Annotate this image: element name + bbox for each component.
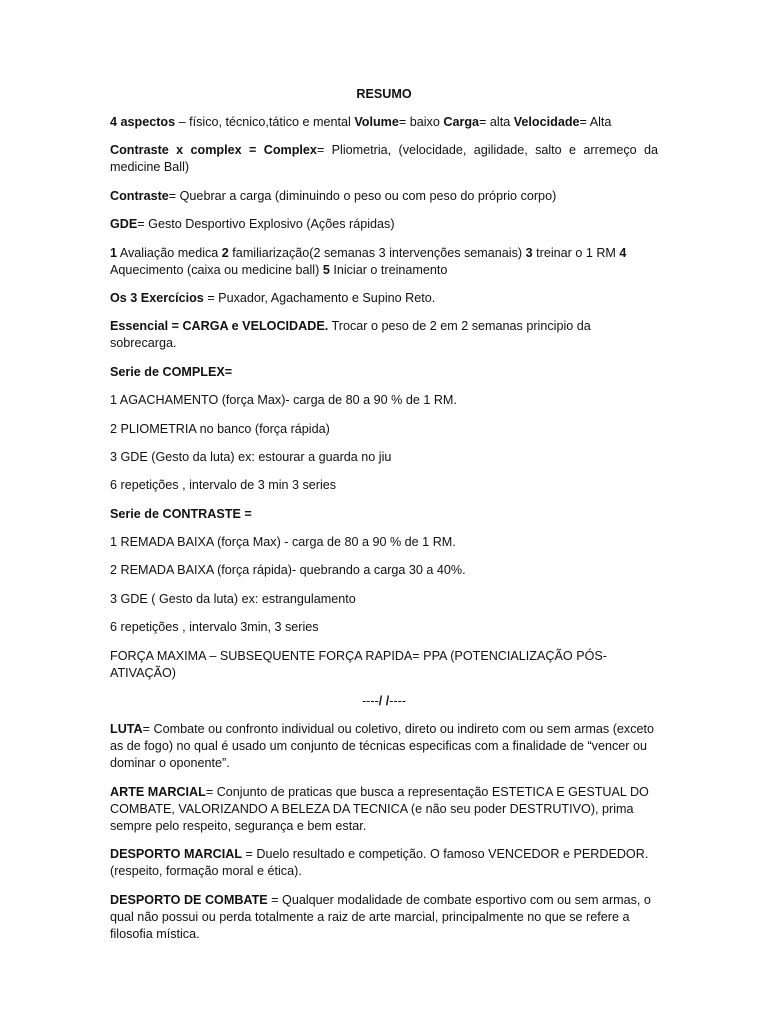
contraste-definition-label: Contraste — [110, 188, 169, 203]
contraste-series-item: 1 REMADA BAIXA (força Max) - carga de 80 a 90 % de 1 RM. — [110, 535, 456, 550]
gde-definition — [110, 216, 658, 233]
complex-definition-text: = Pliometria, (velocidade, agilidade, salto e arremeço da medicine Ball) — [110, 143, 659, 175]
velocidade-label: Velocidade — [513, 115, 580, 129]
step-text: Aquecimento (caixa ou medicine ball) — [110, 262, 323, 277]
luta-definition — [110, 721, 658, 772]
aspects-text: – físico, técnico,tático e mental — [175, 115, 355, 129]
volume-value: = baixo — [398, 115, 444, 129]
step-text: Avaliação medica — [117, 245, 222, 260]
carga-value: = alta — [479, 115, 514, 129]
aspects-label: 4 aspectos — [110, 115, 176, 129]
complex-series-item: 2 PLIOMETRIA no banco (força rápida) — [110, 421, 330, 436]
document-page — [110, 86, 658, 954]
exercises-paragraph — [110, 290, 658, 307]
step-text: Iniciar o treinamento — [329, 262, 448, 277]
separator-slashes: / / — [378, 694, 390, 709]
contraste-series-item: 2 REMADA BAIXA (força rápida)- quebrando a carga 30 a 40%. — [110, 563, 466, 578]
desporto-combate-label: DESPORTO DE COMBATE — [110, 892, 268, 907]
desporto-marcial-definition — [110, 846, 658, 880]
forca-maxima-line: FORÇA MAXIMA – SUBSEQUENTE FORÇA RAPIDA= PPA (POTENCIALIZAÇÃO PÓS-ATIVAÇÃO) — [110, 648, 607, 680]
step-number: 4 — [619, 245, 627, 260]
complex-series-item: 3 GDE (Gesto da luta) ex: estourar a guarda no jiu — [110, 449, 392, 464]
complex-definition — [110, 142, 658, 176]
gde-definition-label: GDE — [110, 217, 138, 232]
complex-series-item: 6 repetições , intervalo de 3 min 3 series — [110, 478, 337, 493]
steps-paragraph — [110, 245, 658, 279]
document-title: RESUMO — [356, 87, 412, 101]
essential-text: Trocar o peso de 2 em 2 semanas principio da sobrecarga. — [110, 319, 591, 351]
desporto-marcial-text: = Duelo resultado e competição. O famoso VENCEDOR e PERDEDOR. (respeito, formação moral e ética). — [110, 847, 649, 879]
complex-series-heading-text: Serie de COMPLEX= — [110, 364, 233, 379]
essential-label: Essencial = CARGA e VELOCIDADE. — [110, 319, 329, 334]
aspects-paragraph — [110, 114, 658, 131]
step-number: 3 — [525, 245, 533, 260]
arte-marcial-label: ARTE MARCIAL — [110, 784, 206, 799]
gde-definition-text: = Gesto Desportivo Explosivo (Ações rápidas) — [137, 217, 395, 232]
step-number: 2 — [221, 245, 229, 260]
essential-paragraph — [110, 318, 658, 352]
complex-definition-label: Contraste x complex = Complex — [110, 143, 317, 158]
velocidade-value: = Alta — [579, 115, 612, 129]
luta-text: = Combate ou confronto individual ou coletivo, direto ou indireto com ou sem armas (exceto as de fogo) no qual é usado um conjunto de técnicas especificas com a finalidade de “vencer ou dominar o oponente”. — [110, 722, 655, 771]
contraste-definition — [110, 188, 658, 205]
complex-series-heading — [110, 364, 658, 381]
contraste-series-heading-text: Serie de CONTRASTE = — [110, 506, 252, 521]
desporto-marcial-label: DESPORTO MARCIAL — [110, 847, 243, 862]
carga-label: Carga — [443, 115, 480, 129]
desporto-combate-text: = Qualquer modalidade de combate esportivo com ou sem armas, o qual não possui ou perda totalmente a raiz de arte marcial, principalmente no que se refere a filosofia mística. — [110, 892, 651, 941]
contraste-series-heading — [110, 506, 658, 523]
luta-label: LUTA — [110, 722, 143, 737]
step-number: 5 — [322, 262, 330, 277]
step-text: familiarização(2 semanas 3 intervenções semanais) — [228, 245, 526, 260]
arte-marcial-text: = Conjunto de praticas que busca a representação ESTETICA E GESTUAL DO COMBATE, VALORIZANDO A BELEZA DA TECNICA (e não seu poder DESTRUTIVO), prima sempre pelo respeito, segurança e bem estar. — [110, 784, 649, 833]
step-text: treinar o 1 RM — [532, 245, 620, 260]
contraste-series-item: 6 repetições , intervalo 3min, 3 series — [110, 620, 319, 635]
step-number: 1 — [110, 245, 118, 260]
desporto-combate-definition — [110, 892, 658, 943]
contraste-series-item: 3 GDE ( Gesto da luta) ex: estrangulamento — [110, 591, 356, 606]
volume-label: Volume — [354, 115, 399, 129]
separator-dashes: ---- — [389, 694, 407, 709]
arte-marcial-definition — [110, 784, 658, 835]
complex-series-item: 1 AGACHAMENTO (força Max)- carga de 80 a 90 % de 1 RM. — [110, 393, 457, 408]
section-separator — [110, 693, 658, 710]
exercises-text: = Puxador, Agachamento e Supino Reto. — [203, 290, 436, 305]
separator-dashes: ---- — [361, 694, 379, 709]
contraste-definition-text: = Quebrar a carga (diminuindo o peso ou com peso do próprio corpo) — [168, 188, 557, 203]
exercises-label: Os 3 Exercícios — [110, 290, 204, 305]
